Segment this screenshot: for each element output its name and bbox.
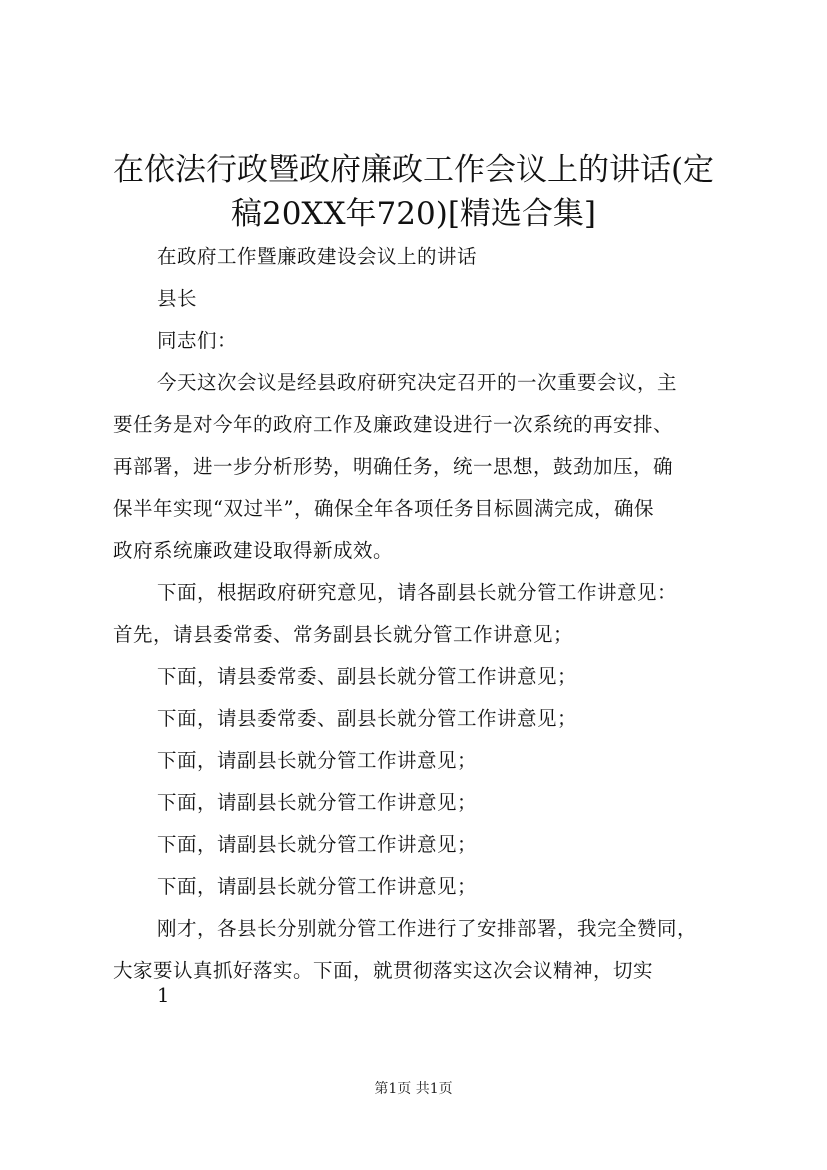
speech-heading: 在政府工作暨廉政建设会议上的讲话 [157,245,478,268]
paragraph-line: 大家要认真抓好落实。下面，就贯彻落实这次会议精神，切实 [113,959,654,982]
page-footer: 第1页 共1页 [374,1081,453,1097]
paragraph-line: 下面，请县委常委、副县长就分管工作讲意见； [157,707,578,730]
paragraph-line: 下面，请副县长就分管工作讲意见； [157,749,478,772]
speaker-line: 县长 [157,287,198,310]
paragraph-line: 政府系统廉政建设取得新成效。 [113,539,394,562]
salutation: 同志们： [157,329,238,352]
paragraph-line: 今天这次会议是经县政府研究决定召开的一次重要会议，主 [157,371,678,394]
document-body [113,236,733,992]
paragraph-line: 下面，请副县长就分管工作讲意见； [157,833,478,856]
paragraph-line: 下面，根据政府研究意见，请各副县长就分管工作讲意见： [157,581,678,604]
title-line-1: 在依法行政暨政府廉政工作会议上的讲话(定 [112,152,715,188]
inline-page-marker: 1 [157,984,170,1007]
paragraph-line: 下面，请副县长就分管工作讲意见； [157,875,478,898]
paragraph-line: 下面，请副县长就分管工作讲意见； [157,791,478,814]
paragraph-line: 再部署，进一步分析形势，明确任务，统一思想，鼓劲加压，确 [113,455,674,478]
paragraph-line: 要任务是对今年的政府工作及廉政建设进行一次系统的再安排、 [113,413,674,436]
paragraph-line: 保半年实现“双过半”，确保全年各项任务目标圆满完成，确保 [113,497,654,520]
paragraph-line: 刚才，各县长分别就分管工作进行了安排部署，我完全赞同， [157,917,698,940]
paragraph-line: 首先，请县委常委、常务副县长就分管工作讲意见； [113,623,574,646]
paragraph-line: 下面，请县委常委、副县长就分管工作讲意见； [157,665,578,688]
document-title [100,148,727,236]
title-line-2: 稿20XX年720)[精选合集] [230,196,597,232]
